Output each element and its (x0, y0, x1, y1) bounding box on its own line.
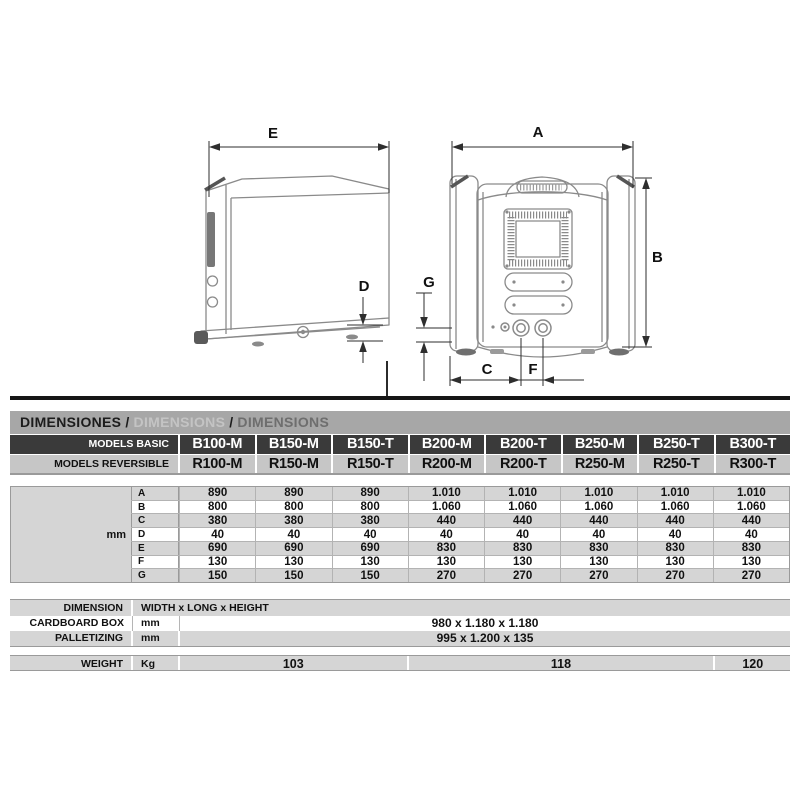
cardboard-box-label: CARDBOARD BOX (10, 616, 133, 631)
dim-value: 440 (560, 514, 636, 527)
dim-value: 690 (332, 542, 408, 555)
palletizing-unit: mm (133, 631, 180, 646)
palletizing-row (10, 631, 790, 646)
table-row (131, 568, 789, 582)
packaging-header-row (10, 600, 790, 616)
dim-value: 130 (408, 556, 484, 569)
model-reversible-cell: R250-T (637, 455, 714, 473)
dim-label-f: F (528, 361, 538, 378)
model-basic-cell: B200-T (484, 435, 561, 454)
dim-value: 130 (637, 556, 713, 569)
table-row (131, 527, 789, 541)
dim-key: C (131, 514, 179, 527)
dim-value: 1.060 (713, 501, 789, 514)
dim-value: 40 (713, 528, 789, 541)
table-row (131, 487, 789, 500)
dim-label-g: G (423, 274, 435, 291)
dim-value: 150 (179, 569, 255, 582)
dim-value: 890 (332, 487, 408, 500)
dim-value: 130 (713, 556, 789, 569)
dimensions-rows (131, 487, 789, 582)
dim-value: 1.010 (408, 487, 484, 500)
dimension-label: DIMENSION (10, 600, 133, 616)
side-view-drawing (194, 125, 389, 363)
dim-value: 130 (560, 556, 636, 569)
dim-key: G (131, 569, 179, 582)
dim-value: 380 (255, 514, 331, 527)
dim-label-e: E (267, 125, 279, 142)
dim-value: 270 (713, 569, 789, 582)
dim-key: E (131, 542, 179, 555)
model-reversible-cell: R250-M (561, 455, 638, 473)
dim-value: 1.010 (713, 487, 789, 500)
dim-value: 1.060 (484, 501, 560, 514)
dim-value: 1.010 (637, 487, 713, 500)
dim-value: 40 (332, 528, 408, 541)
dim-value: 270 (484, 569, 560, 582)
dim-value: 1.060 (408, 501, 484, 514)
dim-value: 270 (408, 569, 484, 582)
dim-key: F (131, 556, 179, 569)
table-row (131, 541, 789, 555)
weight-value: 120 (742, 657, 764, 671)
dim-value: 270 (637, 569, 713, 582)
dim-value: 130 (332, 556, 408, 569)
dim-value: 130 (179, 556, 255, 569)
dim-value: 690 (179, 542, 255, 555)
model-reversible-cell: R150-T (331, 455, 408, 473)
separator-slash: / (229, 414, 234, 430)
dim-value: 830 (713, 542, 789, 555)
dim-value: 1.060 (560, 501, 636, 514)
weight-label: WEIGHT (10, 656, 133, 670)
palletizing-label: PALLETIZING (10, 631, 133, 646)
models-reversible-label: MODELS REVERSIBLE (54, 458, 169, 470)
dim-value: 690 (255, 542, 331, 555)
dimensions-table (10, 486, 790, 583)
packaging-table (10, 599, 790, 647)
model-basic-cell: B150-T (331, 435, 408, 454)
weight-value: 103 (180, 656, 409, 670)
models-reversible-row (10, 455, 790, 475)
dim-value: 1.060 (637, 501, 713, 514)
dim-value: 830 (484, 542, 560, 555)
dim-value: 380 (179, 514, 255, 527)
palletizing-value: 995 x 1.200 x 135 (436, 631, 534, 645)
dim-value: 130 (255, 556, 331, 569)
dim-label-a: A (532, 124, 544, 141)
dim-value: 890 (179, 487, 255, 500)
model-basic-cell: B250-T (637, 435, 714, 454)
model-basic-cell: B300-T (714, 435, 791, 454)
cardboard-box-value: 980 x 1.180 x 1.180 (431, 616, 539, 630)
model-reversible-cell: R200-T (484, 455, 561, 473)
section-header (10, 411, 790, 434)
dimension-format-label: WIDTH x LONG x HEIGHT (141, 602, 269, 614)
dim-value: 150 (332, 569, 408, 582)
cardboard-box-row (10, 616, 790, 631)
model-reversible-cell: R100-M (178, 455, 255, 473)
models-basic-row (10, 435, 790, 454)
dim-value: 440 (713, 514, 789, 527)
dim-label-b: B (652, 249, 663, 266)
cardboard-box-unit: mm (133, 616, 180, 631)
dim-label-c: C (481, 361, 493, 378)
dim-key: A (131, 487, 179, 500)
weight-value: 118 (409, 656, 716, 670)
separator-slash: / (125, 414, 130, 430)
table-row (131, 513, 789, 527)
dim-value: 40 (560, 528, 636, 541)
dim-value: 440 (637, 514, 713, 527)
dim-value: 270 (560, 569, 636, 582)
dim-value: 40 (637, 528, 713, 541)
model-basic-cell: B150-M (255, 435, 332, 454)
section-title-fr: DIMENSIONS (237, 414, 330, 430)
model-reversible-cell: R200-M (408, 455, 485, 473)
dim-value: 150 (255, 569, 331, 582)
dim-value: 830 (637, 542, 713, 555)
dim-value: 1.010 (560, 487, 636, 500)
model-reversible-cell: R300-T (714, 455, 791, 473)
unit-label-mm: mm (11, 487, 131, 582)
model-basic-cell: B200-M (408, 435, 485, 454)
dim-value: 800 (179, 501, 255, 514)
weight-row (10, 655, 790, 671)
model-basic-cell: B100-M (178, 435, 255, 454)
dim-value: 40 (408, 528, 484, 541)
dim-value: 890 (255, 487, 331, 500)
section-title-en: DIMENSIONS (133, 414, 226, 430)
front-view-drawing (416, 124, 663, 386)
dim-value: 40 (255, 528, 331, 541)
models-basic-label: MODELS BASIC (88, 438, 169, 450)
dim-value: 40 (179, 528, 255, 541)
dim-label-d: D (358, 278, 370, 295)
dim-value: 130 (484, 556, 560, 569)
section-divider-rule (10, 396, 790, 400)
dim-key: D (131, 528, 179, 541)
dim-value: 830 (560, 542, 636, 555)
model-reversible-cell: R150-M (255, 455, 332, 473)
dim-key: B (131, 501, 179, 514)
dim-value: 800 (255, 501, 331, 514)
dim-value: 1.010 (484, 487, 560, 500)
weight-unit: Kg (133, 656, 180, 670)
dim-value: 380 (332, 514, 408, 527)
dim-value: 830 (408, 542, 484, 555)
section-title-es: DIMENSIONES (20, 414, 122, 430)
dim-value: 440 (408, 514, 484, 527)
table-row (131, 500, 789, 514)
table-row (131, 555, 789, 569)
model-basic-cell: B250-M (561, 435, 638, 454)
dim-value: 440 (484, 514, 560, 527)
dim-value: 40 (484, 528, 560, 541)
dim-value: 800 (332, 501, 408, 514)
